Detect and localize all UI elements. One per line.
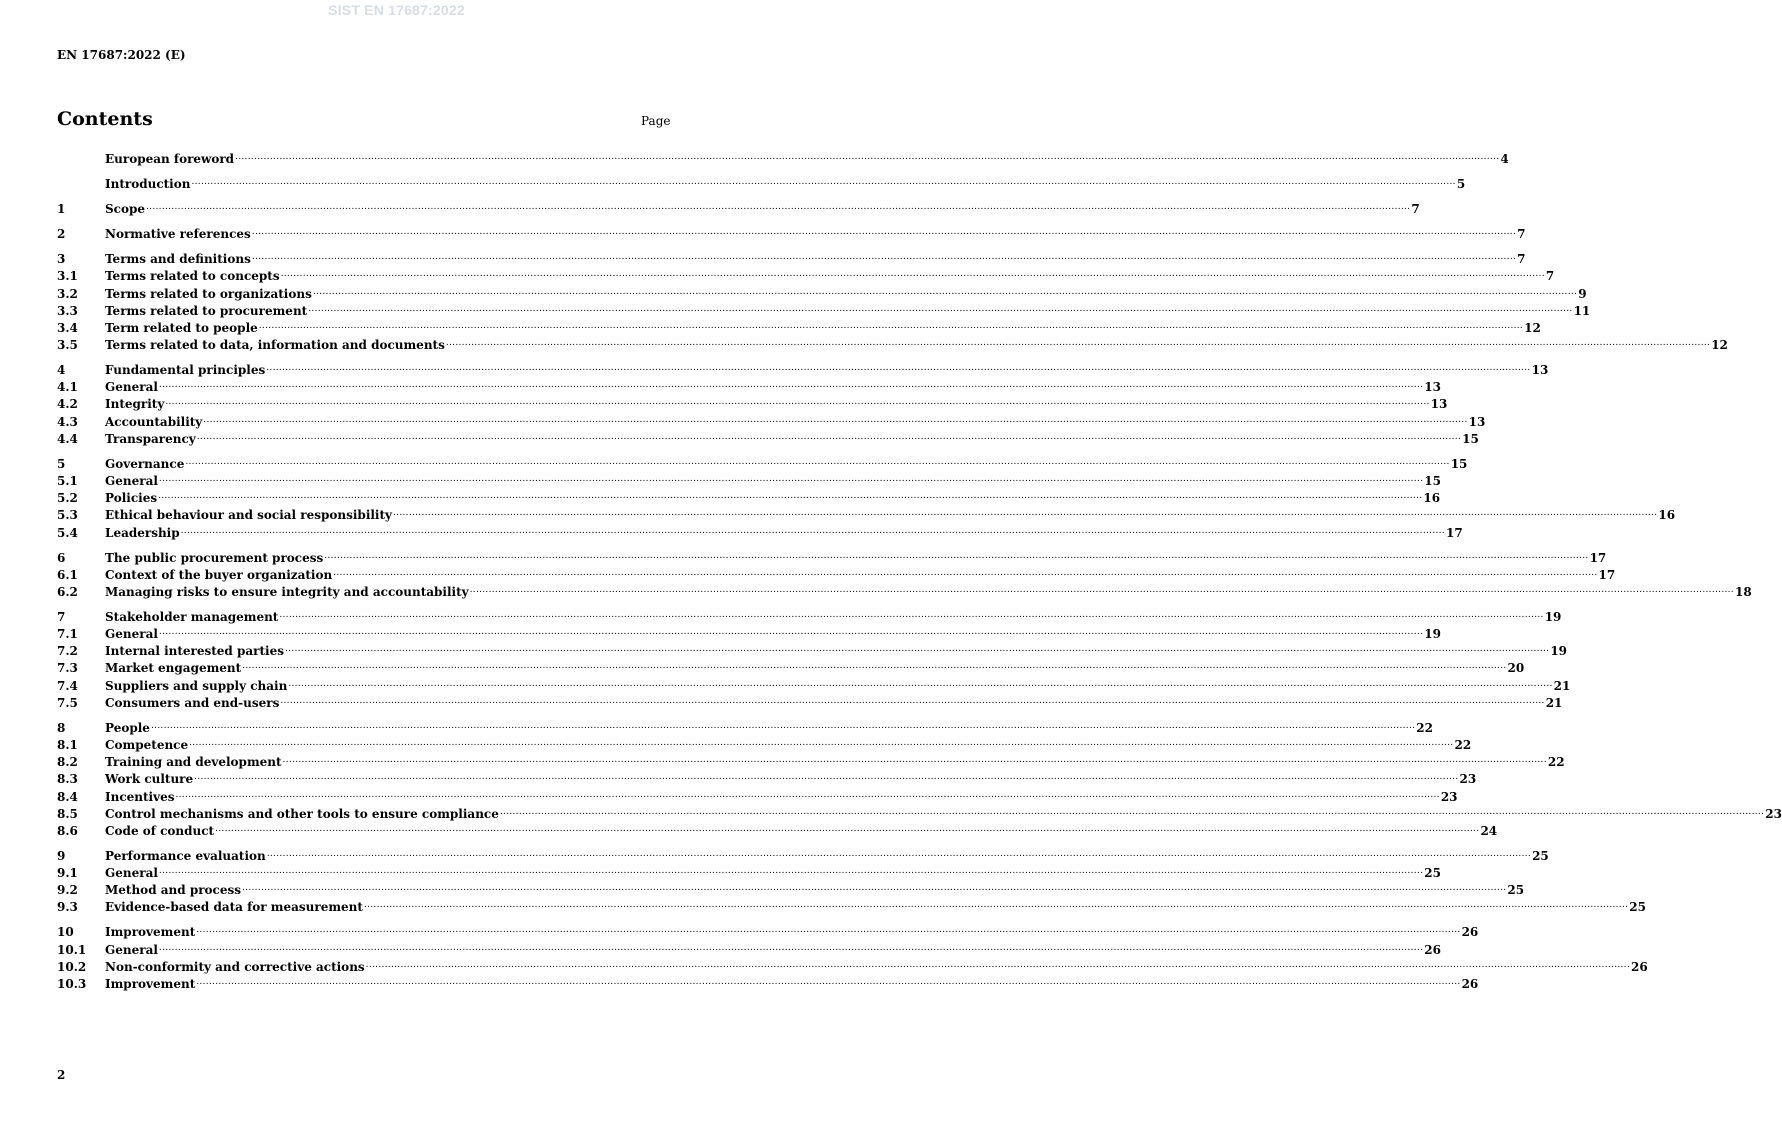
toc-entry-title: Consumers and end-users (105, 695, 280, 710)
toc-entry-number: 8.2 (57, 755, 78, 770)
toc-dot-leader: ................................................................................................................................................................................................................................................................................................................................................................................................................ (158, 866, 1424, 877)
toc-entry-page: 7 (1517, 252, 1526, 267)
toc-entry-number: 8.5 (57, 806, 78, 821)
toc-dot-leader: ................................................................................................................................................................................................................................................................................................................................................................................................................ (280, 269, 1545, 280)
toc-entry-page: 23 (1765, 806, 1782, 821)
toc-entry-number: 10.3 (57, 977, 87, 992)
toc-dot-leader: ................................................................................................................................................................................................................................................................................................................................................................................................................ (280, 695, 1545, 706)
toc-dot-leader: ................................................................................................................................................................................................................................................................................................................................................................................................................ (194, 772, 1459, 783)
toc-entry-page: 25 (1532, 848, 1549, 863)
toc-entry[interactable] (57, 524, 1463, 541)
toc-entry-number: 7.3 (57, 661, 78, 676)
toc-entry-title: Training and development (105, 755, 282, 770)
toc-entry-number: 8.1 (57, 737, 78, 752)
toc-entry[interactable] (57, 976, 1479, 993)
toc-entry-page: 5 (1456, 177, 1466, 192)
toc-entry-title: Work culture (105, 772, 194, 787)
toc-entry-title: Internal interested parties (105, 644, 284, 659)
toc-entry[interactable] (57, 899, 1646, 916)
watermark: SIST EN 17687:2022 (328, 2, 465, 18)
toc-entry-title: People (105, 720, 150, 735)
toc-entry-page: 23 (1459, 772, 1477, 787)
toc-entry-page: 17 (1589, 550, 1607, 565)
toc-entry-number: 4.2 (57, 397, 78, 412)
toc-dot-leader: ................................................................................................................................................................................................................................................................................................................................................................................................................ (203, 414, 1468, 425)
toc-entry-title: Scope (105, 202, 146, 217)
toc-entry-title: Control mechanisms and other tools to ensure compliance (105, 806, 499, 821)
toc-entry-number: 5.2 (57, 491, 78, 506)
toc-entry-page: 19 (1544, 609, 1562, 624)
toc-entry-title: Terms related to data, information and documents (105, 338, 445, 353)
toc-entry-title: General (105, 627, 158, 642)
toc-entry-page: 21 (1553, 678, 1571, 693)
toc-entry-page: 25 (1629, 900, 1646, 915)
toc-entry-page: 9 (1578, 286, 1587, 301)
toc-entry-page: 17 (1445, 525, 1463, 540)
toc-entry-title: Normative references (105, 227, 251, 242)
toc-entry-number: 4.1 (57, 380, 78, 395)
toc-entry-title: Stakeholder management (105, 609, 279, 624)
toc-dot-leader: ................................................................................................................................................................................................................................................................................................................................................................................................................ (215, 823, 1480, 834)
toc-entry-title: Terms related to concepts (105, 269, 280, 284)
toc-entry-number: 2 (57, 227, 66, 242)
toc-entry-number: 6.2 (57, 584, 78, 599)
toc-entry-title: Fundamental principles (105, 363, 266, 378)
toc-dot-leader: ................................................................................................................................................................................................................................................................................................................................................................................................................ (266, 848, 1532, 859)
toc-entry-title: Managing risks to ensure integrity and accountability (105, 584, 469, 599)
toc-dot-leader: ................................................................................................................................................................................................................................................................................................................................................................................................................ (258, 320, 1524, 331)
toc-dot-leader: ................................................................................................................................................................................................................................................................................................................................................................................................................ (251, 227, 1517, 238)
toc-dot-leader: ................................................................................................................................................................................................................................................................................................................................................................................................................ (279, 609, 1544, 620)
toc-entry-page: 19 (1424, 627, 1441, 642)
toc-dot-leader: ................................................................................................................................................................................................................................................................................................................................................................................................................ (242, 661, 1507, 672)
toc-entry-number: 5.4 (57, 525, 78, 540)
toc-entry-number: 3.3 (57, 303, 78, 318)
toc-entry-number: 9.3 (57, 900, 78, 915)
page-column-label: Page (641, 114, 671, 128)
toc-entry-title: Evidence-based data for measurement (105, 900, 363, 915)
toc-entry-title: European foreword (105, 152, 235, 167)
toc-entry-page: 26 (1424, 942, 1441, 957)
toc-entry-title: Method and process (105, 883, 241, 898)
toc-entry-page: 16 (1423, 491, 1441, 506)
toc-dot-leader: ................................................................................................................................................................................................................................................................................................................................................................................................................ (324, 550, 1589, 561)
toc-entry-number: 9.2 (57, 883, 78, 898)
toc-entry[interactable] (57, 695, 1563, 712)
toc-dot-leader: ................................................................................................................................................................................................................................................................................................................................................................................................................ (288, 678, 1553, 689)
toc-dot-leader: ................................................................................................................................................................................................................................................................................................................................................................................................................ (365, 959, 1631, 970)
toc-entry-number: 1 (57, 202, 66, 217)
toc-entry-title: Governance (105, 456, 185, 471)
toc-entry-number: 8 (57, 720, 66, 735)
toc-entry-page: 12 (1711, 338, 1728, 353)
toc-entry-title: Improvement (105, 977, 196, 992)
toc-entry-title: The public procurement process (105, 550, 324, 565)
toc-entry-number: 7.2 (57, 644, 78, 659)
toc-entry-number: 8.6 (57, 823, 78, 838)
toc-entry-page: 19 (1550, 644, 1568, 659)
toc-entry-title: Improvement (105, 925, 196, 940)
toc-dot-leader: ................................................................................................................................................................................................................................................................................................................................................................................................................ (499, 806, 1765, 817)
toc-entry-title: Suppliers and supply chain (105, 678, 288, 693)
toc-dot-leader: ................................................................................................................................................................................................................................................................................................................................................................................................................ (469, 584, 1734, 595)
toc-dot-leader: ................................................................................................................................................................................................................................................................................................................................................................................................................ (196, 977, 1461, 988)
toc-entry-title: Terms related to procurement (105, 303, 308, 318)
toc-dot-leader: ................................................................................................................................................................................................................................................................................................................................................................................................................ (308, 303, 1573, 314)
toc-entry-page: 15 (1462, 431, 1479, 446)
toc-entry-page: 18 (1734, 584, 1752, 599)
toc-entry-number: 6 (57, 550, 66, 565)
toc-dot-leader: ................................................................................................................................................................................................................................................................................................................................................................................................................ (266, 363, 1531, 374)
toc-entry-number: 4.3 (57, 414, 78, 429)
toc-entry-page: 13 (1430, 397, 1448, 412)
toc-entry-title: Accountability (105, 414, 203, 429)
toc-entry-number: 5 (57, 456, 66, 471)
toc-entry-title: Ethical behaviour and social responsibility (105, 508, 393, 523)
toc-entry-title: General (105, 473, 158, 488)
toc-entry[interactable] (57, 176, 1466, 193)
toc-entry-page: 21 (1545, 695, 1563, 710)
toc-entry-title: General (105, 380, 158, 395)
toc-entry-title: Non-conformity and corrective actions (105, 959, 365, 974)
toc-dot-leader: ................................................................................................................................................................................................................................................................................................................................................................................................................ (251, 252, 1517, 263)
toc-dot-leader: ................................................................................................................................................................................................................................................................................................................................................................................................................ (158, 491, 1423, 502)
toc-dot-leader: ................................................................................................................................................................................................................................................................................................................................................................................................................ (158, 942, 1424, 953)
toc-dot-leader: ................................................................................................................................................................................................................................................................................................................................................................................................................ (158, 627, 1424, 638)
toc-entry-number: 5.3 (57, 508, 78, 523)
toc-entry-page: 26 (1461, 925, 1479, 940)
toc-entry[interactable] (57, 584, 1752, 601)
toc-entry-title: General (105, 866, 158, 881)
toc-dot-leader: ................................................................................................................................................................................................................................................................................................................................................................................................................ (196, 431, 1462, 442)
toc-dot-leader: ................................................................................................................................................................................................................................................................................................................................................................................................................ (235, 152, 1500, 163)
toc-entry-page: 23 (1440, 789, 1458, 804)
toc-entry-number: 3.2 (57, 286, 78, 301)
toc-entry-number: 3.5 (57, 338, 78, 353)
toc-dot-leader: ................................................................................................................................................................................................................................................................................................................................................................................................................ (282, 755, 1547, 766)
toc-entry-page: 26 (1461, 977, 1479, 992)
toc-entry-number: 10 (57, 925, 74, 940)
toc-entry-number: 7.4 (57, 678, 78, 693)
toc-entry-number: 4.4 (57, 431, 78, 446)
toc-entry-page: 7 (1411, 202, 1420, 217)
toc-dot-leader: ................................................................................................................................................................................................................................................................................................................................................................................................................ (333, 567, 1598, 578)
toc-dot-leader: ................................................................................................................................................................................................................................................................................................................................................................................................................ (242, 883, 1507, 894)
toc-entry-number: 6.1 (57, 567, 78, 582)
toc-entry[interactable] (57, 823, 1498, 840)
toc-entry-number: 10.1 (57, 942, 87, 957)
toc-dot-leader: ................................................................................................................................................................................................................................................................................................................................................................................................................ (165, 397, 1430, 408)
toc-entry[interactable] (57, 431, 1479, 448)
toc-entry-page: 17 (1598, 567, 1616, 582)
toc-entry-page: 25 (1424, 866, 1441, 881)
toc-entry-page: 13 (1531, 363, 1549, 378)
toc-entry-number: 7 (57, 609, 66, 624)
toc-entry-page: 12 (1524, 320, 1541, 335)
toc-entry-title: Terms and definitions (105, 252, 251, 267)
toc-entry-title: Term related to people (105, 320, 258, 335)
toc-entry-number: 9 (57, 848, 66, 863)
toc-entry-page: 22 (1416, 720, 1433, 735)
toc-entry-page: 22 (1454, 737, 1472, 752)
toc-entry-title: Market engagement (105, 661, 242, 676)
toc-dot-leader: ................................................................................................................................................................................................................................................................................................................................................................................................................ (185, 456, 1450, 467)
toc-dot-leader: ................................................................................................................................................................................................................................................................................................................................................................................................................ (189, 737, 1454, 748)
toc-entry-title: Leadership (105, 525, 180, 540)
toc-entry-title: Policies (105, 491, 158, 506)
toc-entry-page: 20 (1507, 661, 1525, 676)
toc-entry-page: 16 (1658, 508, 1676, 523)
toc-entry-title: Introduction (105, 177, 191, 192)
toc-dot-leader: ................................................................................................................................................................................................................................................................................................................................................................................................................ (158, 380, 1424, 391)
toc-entry[interactable] (57, 337, 1728, 354)
toc-entry-title: Competence (105, 737, 189, 752)
toc-entry-number: 7.1 (57, 627, 78, 642)
toc-dot-leader: ................................................................................................................................................................................................................................................................................................................................................................................................................ (150, 720, 1416, 731)
toc-entry-title: Transparency (105, 431, 196, 446)
toc-entry-number: 3.4 (57, 320, 78, 335)
toc-entry-number: 7.5 (57, 695, 78, 710)
toc-entry-title: Terms related to organizations (105, 286, 312, 301)
toc-entry-title: General (105, 942, 158, 957)
toc-entry-page: 13 (1424, 380, 1441, 395)
toc-entry-number: 3 (57, 252, 66, 267)
toc-entry-number: 3.1 (57, 269, 78, 284)
toc-entry-page: 7 (1545, 269, 1555, 284)
toc-entry-page: 4 (1500, 152, 1509, 167)
toc-entry-page: 22 (1547, 755, 1565, 770)
toc-entry-title: Integrity (105, 397, 165, 412)
toc-dot-leader: ................................................................................................................................................................................................................................................................................................................................................................................................................ (363, 900, 1629, 911)
toc-dot-leader: ................................................................................................................................................................................................................................................................................................................................................................................................................ (180, 525, 1445, 536)
toc-entry-number: 8.4 (57, 789, 78, 804)
toc-entry-page: 25 (1507, 883, 1525, 898)
toc-dot-leader: ................................................................................................................................................................................................................................................................................................................................................................................................................ (158, 473, 1424, 484)
document-id: EN 17687:2022 (E) (57, 48, 186, 62)
table-of-contents (57, 151, 1782, 993)
toc-entry-page: 24 (1480, 823, 1498, 838)
toc-entry-title: Performance evaluation (105, 848, 266, 863)
toc-entry-number: 5.1 (57, 473, 78, 488)
toc-entry-number: 4 (57, 363, 66, 378)
page-title: Contents (57, 108, 153, 130)
toc-entry[interactable] (57, 201, 1420, 218)
toc-dot-leader: ................................................................................................................................................................................................................................................................................................................................................................................................................ (393, 508, 1658, 519)
toc-dot-leader: ................................................................................................................................................................................................................................................................................................................................................................................................................ (312, 286, 1578, 297)
toc-dot-leader: ................................................................................................................................................................................................................................................................................................................................................................................................................ (284, 644, 1550, 655)
toc-dot-leader: ................................................................................................................................................................................................................................................................................................................................................................................................................ (445, 338, 1711, 349)
toc-entry[interactable] (57, 226, 1526, 243)
toc-entry-page: 15 (1424, 473, 1441, 488)
toc-dot-leader: ................................................................................................................................................................................................................................................................................................................................................................................................................ (191, 177, 1456, 188)
toc-entry-title: Code of conduct (105, 823, 215, 838)
page-number: 2 (57, 1068, 66, 1082)
toc-entry-number: 9.1 (57, 866, 78, 881)
toc-dot-leader: ................................................................................................................................................................................................................................................................................................................................................................................................................ (175, 789, 1440, 800)
toc-entry-page: 26 (1631, 959, 1648, 974)
toc-entry-page: 15 (1450, 456, 1468, 471)
toc-dot-leader: ................................................................................................................................................................................................................................................................................................................................................................................................................ (196, 925, 1461, 936)
toc-entry[interactable] (57, 151, 1509, 168)
toc-entry-page: 7 (1517, 227, 1526, 242)
toc-entry-title: Context of the buyer organization (105, 567, 333, 582)
toc-dot-leader: ................................................................................................................................................................................................................................................................................................................................................................................................................ (146, 202, 1411, 213)
toc-entry-title: Incentives (105, 789, 175, 804)
toc-entry-number: 8.3 (57, 772, 78, 787)
toc-entry-number: 10.2 (57, 959, 87, 974)
toc-entry-page: 13 (1468, 414, 1486, 429)
toc-entry-page: 11 (1573, 303, 1591, 318)
